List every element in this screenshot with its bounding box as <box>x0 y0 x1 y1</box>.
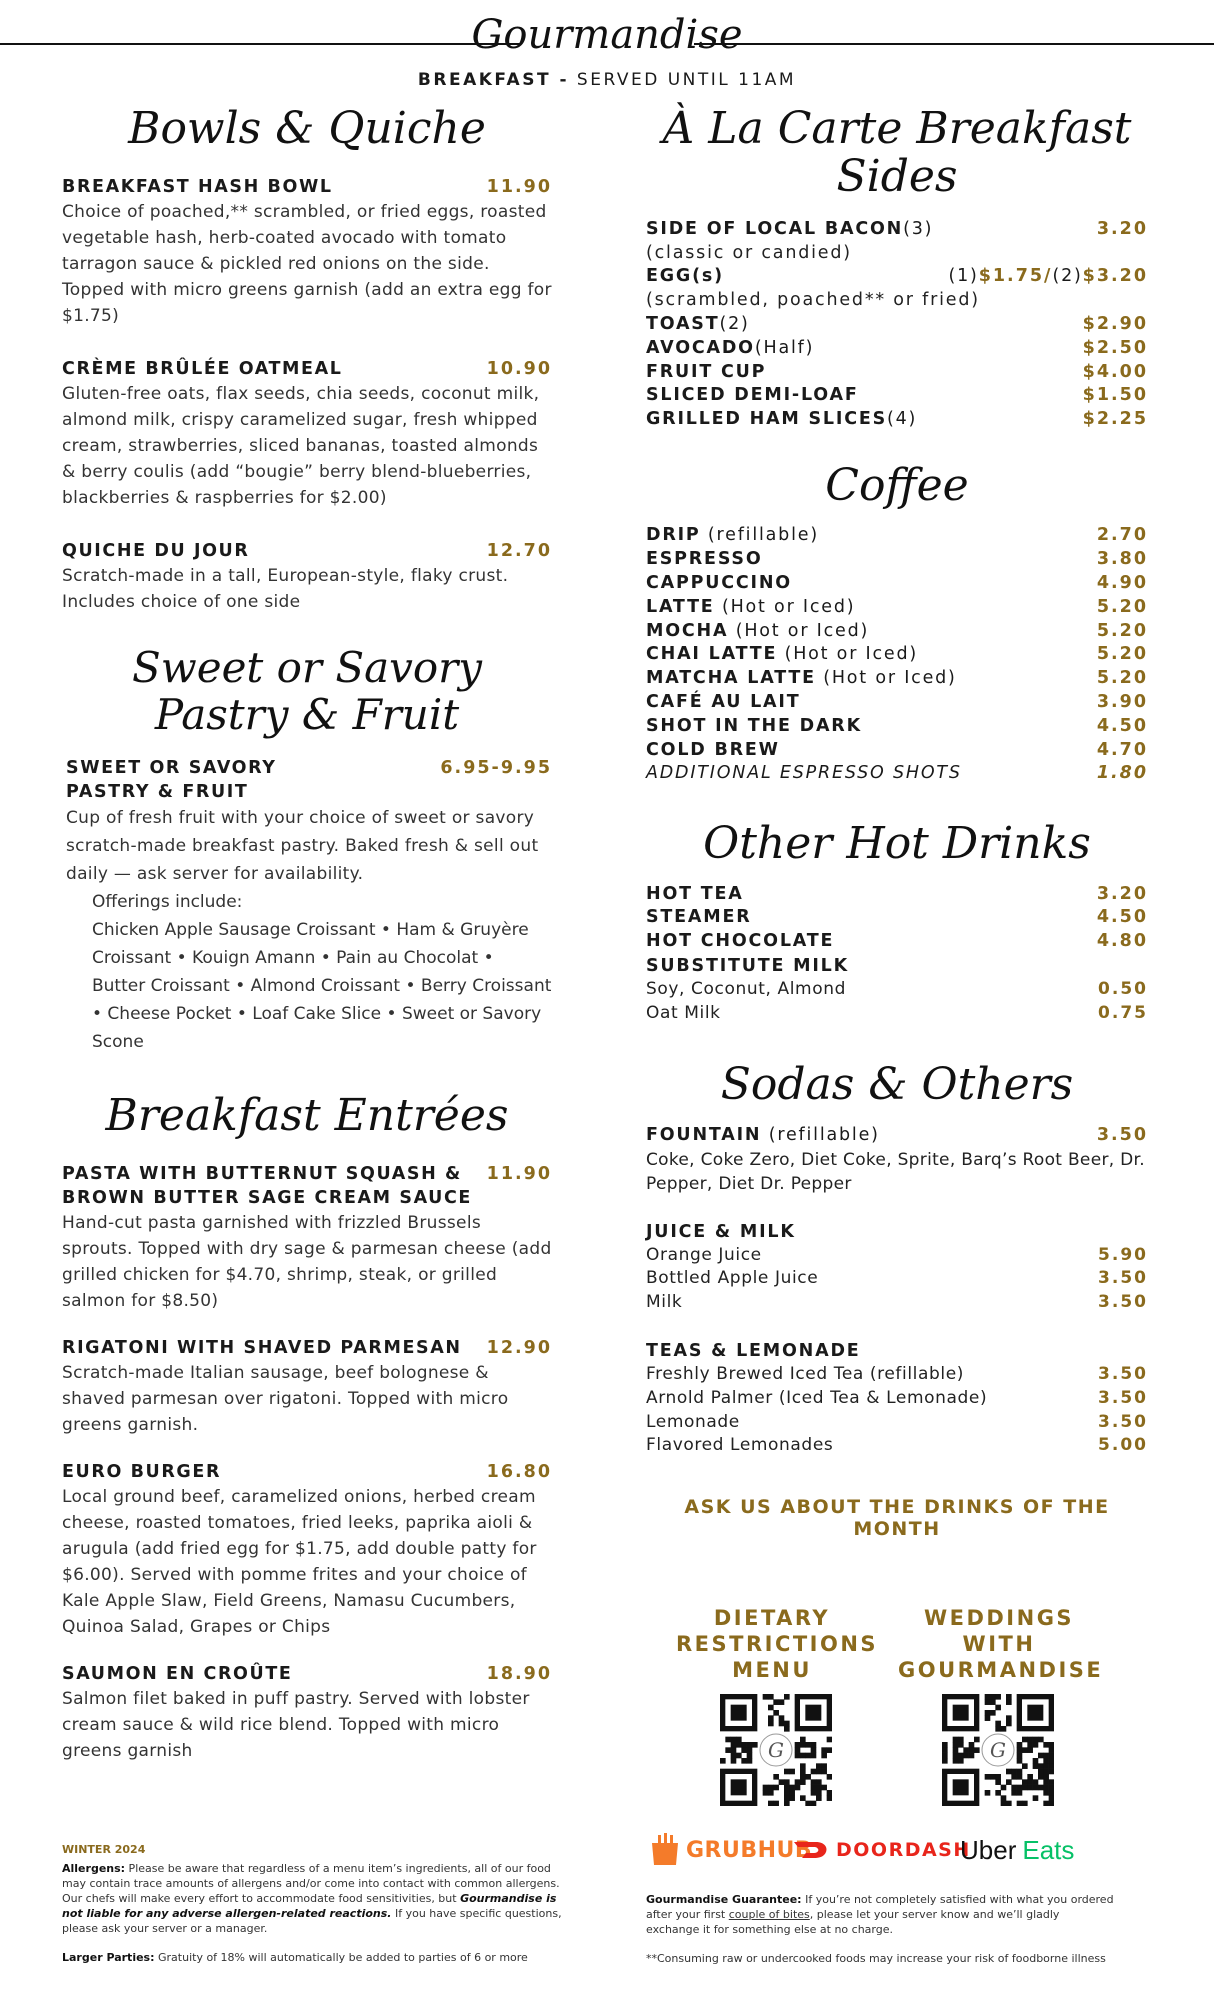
coffee-row: LATTE (Hot or Iced) 5.20 <box>646 596 1148 617</box>
allergen-note: Allergens: Please be aware that regardless of a menu item’s ingredients, all of our food may contain trace amounts of allergens and/or come into contact with common allergens. Our chefs will make every effort to accommodate food sensitivities, but Gourmandise is not liable for any adverse allergen-related reactions. If you have specific questions, please ask your server or a manager. <box>62 1862 562 1935</box>
item-price: 12.70 <box>486 541 552 562</box>
guarantee-note: Gourmandise Guarantee: If you’re not completely satisfied with what you ordered after your first couple of bites, please let your server know and we’ll gladly exchange it for something else at no charge. <box>646 1893 1114 1936</box>
hot-drink-row: HOT CHOCOLATE 4.80 <box>646 931 1148 952</box>
item-description: Gluten-free oats, flax seeds, chia seeds, coconut milk, almond milk, crispy caramelized sugar, fresh whipped cream, strawberries, sliced bananas, toasted almonds & berry coulis (add “bougie” berry blend-blueberries, blackberries & raspberries for $2.00) <box>62 384 540 509</box>
coffee-row: SHOT IN THE DARK 4.50 <box>646 715 1148 736</box>
menu-item <box>62 1662 552 1764</box>
side-subline: (classic or candied) <box>646 242 852 263</box>
tea-row: Arnold Palmer (Iced Tea & Lemonade) 3.50 <box>646 1387 1148 1408</box>
coffee-row: COLD BREW 4.70 <box>646 739 1148 760</box>
item-name: EURO BURGER <box>62 1462 222 1483</box>
side-row: TOAST(2) $2.90 <box>646 313 1148 334</box>
tea-row: Freshly Brewed Iced Tea (refillable) 3.50 <box>646 1364 1148 1385</box>
grubhub-logo: GRUBHUB <box>646 1830 812 1870</box>
section-title-coffee: Coffee <box>825 459 969 511</box>
menu-item <box>62 756 552 1056</box>
item-name: SAUMON EN CROÛTE <box>62 1664 293 1685</box>
item-price: 10.90 <box>486 359 552 380</box>
item-description: Scratch-made in a tall, European-style, flaky crust. Includes choice of one side <box>62 566 509 613</box>
menu-item <box>62 175 552 329</box>
doordash-logo: DOORDASH <box>792 1830 971 1870</box>
allergen-footer <box>62 1842 562 1965</box>
drinks-of-month: ASK US ABOUT THE DRINKS OF THE MONTH <box>684 1496 1110 1541</box>
item-description: Salmon filet baked in puff pastry. Served with lobster cream sauce & wild rice blend. Topped with micro greens garnish <box>62 1689 530 1762</box>
side-row: EGG(s) (1)$1.75/(2)$3.20 <box>646 266 1148 287</box>
menu-item <box>62 1336 552 1438</box>
item-name: QUICHE DU JOUR <box>62 541 250 562</box>
section-title-pastry: Sweet or Savory Pastry & Fruit <box>131 643 482 739</box>
section-title-entrees: Breakfast Entrées <box>105 1089 509 1141</box>
item-name: PASTA WITH BUTTERNUT SQUASH & BROWN BUTTER SAGE CREAM SAUCE <box>62 1164 472 1209</box>
coffee-row: MOCHA (Hot or Iced) 5.20 <box>646 620 1148 641</box>
coffee-row: CAFÉ AU LAIT 3.90 <box>646 691 1148 712</box>
side-row: GRILLED HAM SLICES(4) $2.25 <box>646 409 1148 430</box>
menu-item <box>62 1460 552 1640</box>
hot-drink-row: HOT TEA 3.20 <box>646 883 1148 904</box>
item-price: 6.95-9.95 <box>440 757 552 778</box>
group-heading: JUICE & MILK <box>646 1221 796 1242</box>
dietary-qr-code[interactable] <box>720 1694 832 1806</box>
group-heading: TEAS & LEMONADE <box>646 1341 861 1362</box>
coffee-row: CHAI LATTE (Hot or Iced) 5.20 <box>646 644 1148 665</box>
offerings-label: Offerings include: <box>92 891 243 912</box>
item-name: CRÈME BRÛLÉE OATMEAL <box>62 359 343 380</box>
item-price: 16.80 <box>486 1462 552 1483</box>
weddings-link[interactable]: WEDDINGS WITH GOURMANDISE <box>898 1606 1104 1682</box>
offerings-list: Chicken Apple Sausage Croissant • Ham & Gruyère Croissant • Kouign Amann • Pain au Chocolat • Butter Croissant • Almond Croissant • Berry Croissant • Cheese Pocket • Loaf Cake Slice • Sweet or Savory Scone <box>92 919 552 1052</box>
item-price: 11.90 <box>486 1164 552 1185</box>
item-description: Hand-cut pasta garnished with frizzled Brussels sprouts. Topped with dry sage & parmesan cheese (add grilled chicken for $4.70, shrimp, steak, or grilled salmon for $8.50) <box>62 1213 552 1312</box>
fountain-description: Coke, Coke Zero, Diet Coke, Sprite, Barq’s Root Beer, Dr. Pepper, Diet Dr. Pepper <box>646 1149 1145 1194</box>
juice-row: Milk 3.50 <box>646 1292 1148 1313</box>
tea-row: Flavored Lemonades 5.00 <box>646 1435 1148 1456</box>
side-subline: (scrambled, poached** or fried) <box>646 290 980 311</box>
milk-row: Soy, Coconut, Almond 0.50 <box>646 978 1148 999</box>
season-label: WINTER 2024 <box>62 1843 146 1856</box>
side-row: SLICED DEMI-LOAF $1.50 <box>646 385 1148 406</box>
grubhub-icon <box>646 1831 684 1869</box>
item-name: SWEET OR SAVORY PASTRY & FRUIT <box>66 757 277 802</box>
section-title-sides: À La Carte Breakfast Sides <box>662 103 1132 203</box>
item-description: Scratch-made Italian sausage, beef bolognese & shaved parmesan over rigatoni. Topped with micro greens garnish. <box>62 1363 509 1436</box>
side-row: SIDE OF LOCAL BACON(3) 3.20 <box>646 218 1148 239</box>
right-column <box>646 95 1148 1540</box>
item-description: Cup of fresh fruit with your choice of sweet or savory scratch-made breakfast pastry. Baked fresh & sell out daily — ask server for availability. <box>66 807 539 884</box>
logo-text: Gourmandise <box>471 12 743 58</box>
menu-item <box>62 357 552 511</box>
item-description: Choice of poached,** scrambled, or fried eggs, roasted vegetable hash, herb-coated avocado with tomato tarragon sauce & pickled red onions on the side. Topped with micro greens garnish (add an extra egg for $1.75) <box>62 202 552 327</box>
parties-note: Larger Parties: Gratuity of 18% will automatically be added to parties of 6 or more <box>62 1951 528 1964</box>
item-description: Local ground beef, caramelized onions, herbed cream cheese, roasted tomatoes, fried leeks, paprika aioli & arugula (add fried egg for $1.75, add double patty for $6.00). Served with pomme frites and your choice of Kale Apple Slaw, Field Greens, Namasu Cucumbers, Quinoa Salad, Grapes or Chips <box>62 1487 537 1638</box>
soda-row: FOUNTAIN (refillable) 3.50 <box>646 1124 1148 1145</box>
milk-row: Oat Milk 0.75 <box>646 1002 1148 1023</box>
juice-row: Bottled Apple Juice 3.50 <box>646 1268 1148 1289</box>
weddings-qr-code[interactable] <box>942 1694 1054 1806</box>
item-name: BREAKFAST HASH BOWL <box>62 177 333 198</box>
menu-subtitle: BREAKFAST - SERVED UNTIL 11AM <box>417 70 797 90</box>
juice-row: Orange Juice 5.90 <box>646 1244 1148 1265</box>
left-column <box>62 95 552 1786</box>
item-price: 11.90 <box>486 177 552 198</box>
coffee-row: DRIP (refillable) 2.70 <box>646 525 1148 546</box>
qr-monogram: G <box>990 1738 1006 1762</box>
coffee-row: MATCHA LATTE (Hot or Iced) 5.20 <box>646 668 1148 689</box>
side-row: AVOCADO(Half) $2.50 <box>646 337 1148 358</box>
tea-row: Lemonade 3.50 <box>646 1411 1148 1432</box>
coffee-row: ADDITIONAL ESPRESSO SHOTS 1.80 <box>646 763 1148 784</box>
section-title-hot: Other Hot Drinks <box>703 818 1091 870</box>
raw-food-warning: **Consuming raw or undercooked foods may increase your risk of foodborne illness <box>646 1952 1106 1965</box>
coffee-row: ESPRESSO 3.80 <box>646 549 1148 570</box>
qr-monogram: G <box>768 1738 784 1762</box>
menu-header <box>0 0 1214 95</box>
dietary-menu-link[interactable]: DIETARY RESTRICTIONS MENU <box>676 1606 879 1682</box>
menu-item <box>62 1162 552 1314</box>
coffee-row: CAPPUCCINO 4.90 <box>646 572 1148 593</box>
ubereats-logo: Uber Eats <box>960 1834 1075 1865</box>
menu-item <box>62 539 552 615</box>
item-price: 18.90 <box>486 1664 552 1685</box>
section-title-sodas: Sodas & Others <box>720 1059 1074 1111</box>
item-price: 12.90 <box>486 1338 552 1359</box>
doordash-icon <box>792 1839 828 1861</box>
hot-drink-row: STEAMER 4.50 <box>646 907 1148 928</box>
guarantee-footer <box>646 1892 1116 1966</box>
group-heading: SUBSTITUTE MILK <box>646 955 849 976</box>
section-title-bowls: Bowls & Quiche <box>128 103 486 154</box>
side-row: FRUIT CUP $4.00 <box>646 361 1148 382</box>
item-name: RIGATONI WITH SHAVED PARMESAN <box>62 1338 462 1359</box>
